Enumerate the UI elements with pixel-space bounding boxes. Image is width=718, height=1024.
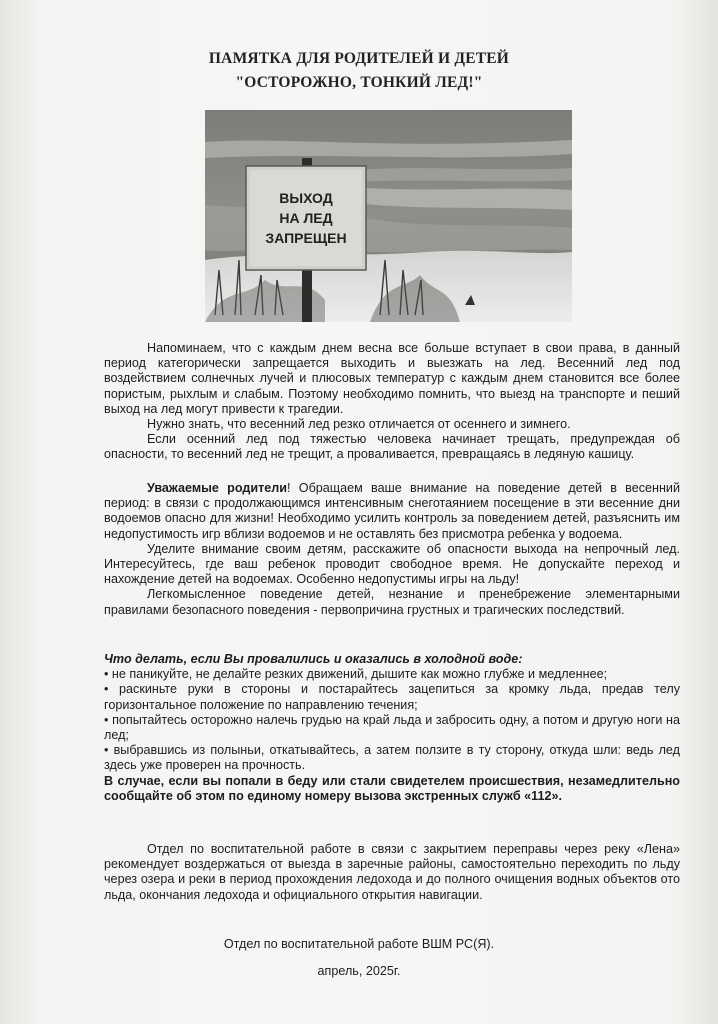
emergency-heading: Что делать, если Вы провалились и оказались в холодной воде: — [104, 652, 523, 666]
intro-paragraph-3: Если осенний лед под тяжестью человека начинает трещать, предупреждая об опасности, то весенний лед не трещит, а проваливается, превращаясь в ледяную кашицу. — [104, 432, 680, 462]
emergency-item: • попытайтесь осторожно налечь грудью на край льда и забросить одну, а потом и другую ноги на лед; — [104, 712, 680, 743]
intro-section — [104, 341, 680, 463]
warning-sign-photo — [205, 110, 572, 322]
sign-text-line3: ЗАПРЕЩЕН — [265, 230, 347, 246]
signature: Отдел по воспитательной работе ВШМ РС(Я). — [223, 937, 495, 951]
closing-paragraph: Отдел по воспитательной работе в связи с закрытием переправы через реку «Лена» рекомендует воздержаться от выезда в заречные районы, самостоятельно переходить по льду через озера и реки в период прохождения ледохода и до полного очищения водных объектов ото льда, окончания ледохода и официального открытия навигации. — [104, 842, 680, 902]
sign-text-line1: ВЫХОД — [279, 190, 333, 206]
document-subtitle: "ОСТОРОЖНО, ТОНКИЙ ЛЕД!" — [235, 74, 483, 91]
photo-illustration — [205, 110, 572, 322]
parents-lead: Уважаемые родители — [147, 481, 288, 495]
intro-paragraph-2: Нужно знать, что весенний лед резко отличается от осеннего и зимнего. — [147, 417, 571, 432]
intro-paragraph-1: Напоминаем, что с каждым днем весна все больше вступает в свои права, в данный период категорически запрещается выходить и выезжать на лед. Весенний лед под воздействием солнечных лучей и плюсовых температур с каждым днем становится все более пористым, рыхлым и слабым. Поэтому необходимо помнить, что выезд на транспорте и пеший выход на лед могут привести к трагедии. — [104, 341, 680, 416]
emergency-section — [104, 652, 680, 804]
parents-paragraph-1-text: ! Обращаем ваше внимание на поведение детей в весенний период: в связи с продолжающимся интенсивным снеготаянием посещение в эти весенние дни водоемов опасно для жизни! Необходимо усилить контроль за поведением детей, разъяснить им недопустимость игр вблизи водоемов и не оставлять без присмотра ребенка у водоема. — [104, 481, 680, 541]
parents-paragraph-1 — [104, 481, 680, 542]
emergency-call-112: В случае, если вы попали в беду или стали свидетелем происшествия, незамедлительно сообщайте об этом по единому номеру вызова экстренных служб «112». — [104, 773, 680, 803]
parents-paragraph-3: Легкомысленное поведение детей, незнание и пренебрежение элементарными правилами безопасного поведения - первопричина грустных и трагических последствий. — [104, 587, 680, 617]
parents-paragraph-2: Уделите внимание своим детям, расскажите об опасности выхода на непрочный лед. Интересуйтесь, где ваш ребенок проводит свободное время. Не допускайте переход и нахождение детей на водоемах. Особенно недопустимы игры на льду! — [104, 541, 680, 587]
emergency-item: • раскиньте руки в стороны и постарайтесь зацепиться за кромку льда, предав телу горизонтальное положение по направлению течения; — [104, 682, 680, 712]
emergency-item: • не паникуйте, не делайте резких движений, дышите как можно глубже и медленнее; — [104, 667, 608, 682]
parents-section — [104, 481, 680, 618]
sign-text-line2: НА ЛЕД — [279, 210, 333, 226]
emergency-item: • выбравшись из полыньи, откатывайтесь, а затем ползите в ту сторону, откуда шли: ведь лед здесь уже проверен на прочность. — [104, 743, 680, 773]
document-title: ПАМЯТКА ДЛЯ РОДИТЕЛЕЙ И ДЕТЕЙ — [208, 50, 510, 67]
closing-section — [104, 842, 680, 903]
document-date: апрель, 2025г. — [317, 964, 401, 978]
